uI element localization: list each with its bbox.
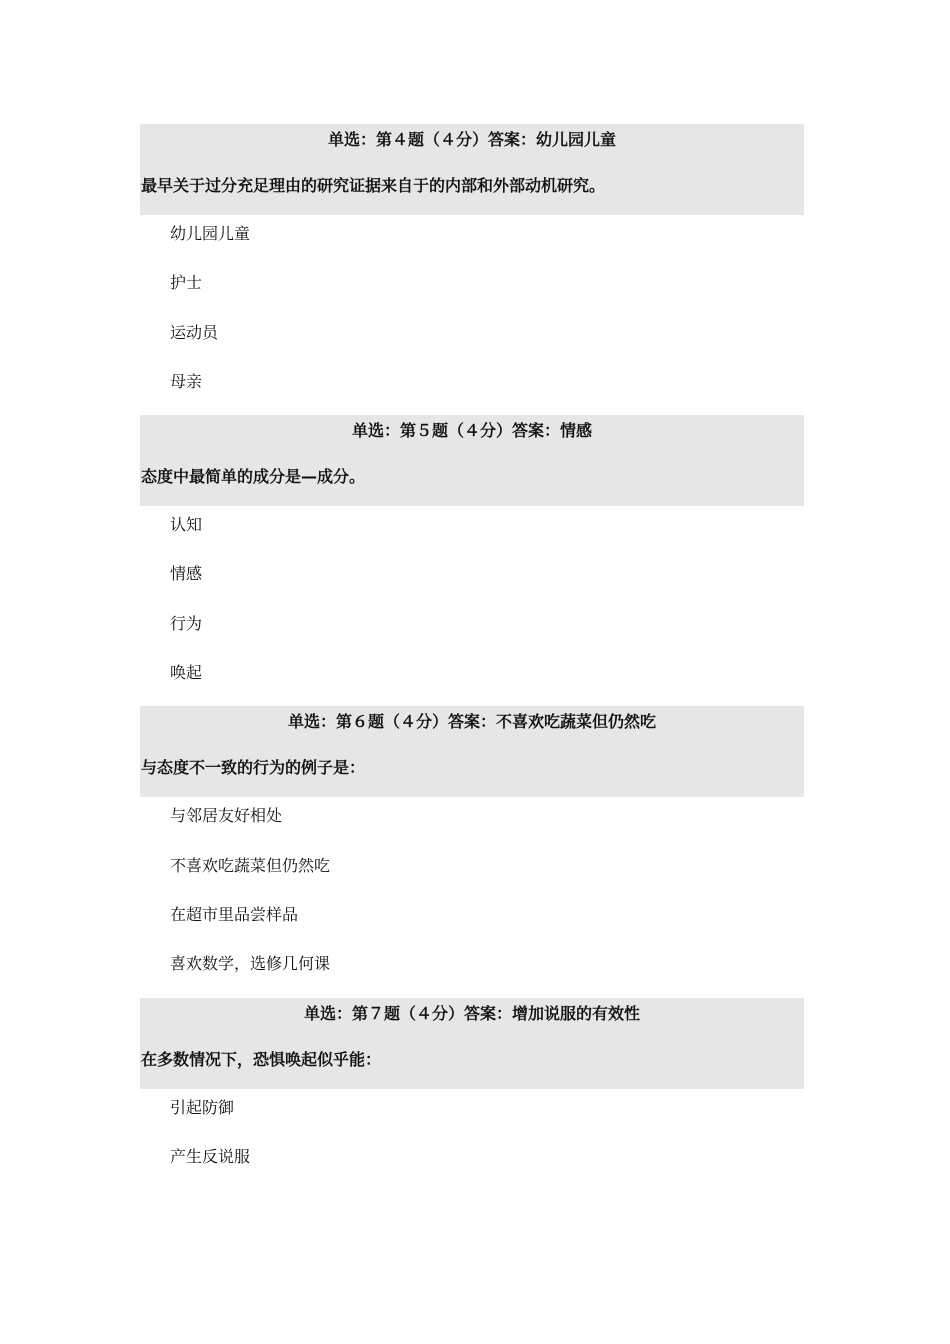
question-header <box>140 124 804 215</box>
option-label[interactable]: 认知 <box>170 515 203 535</box>
option-item[interactable] <box>140 1138 804 1187</box>
option-list <box>140 797 804 994</box>
option-label[interactable]: 情感 <box>170 564 203 584</box>
question-block-5 <box>140 415 804 703</box>
option-item[interactable] <box>140 654 804 703</box>
option-label[interactable]: 与邻居友好相处 <box>170 806 283 826</box>
option-label[interactable]: 不喜欢吃蔬菜但仍然吃 <box>170 855 331 875</box>
option-item[interactable] <box>140 847 804 896</box>
option-item[interactable] <box>140 945 804 994</box>
option-item[interactable] <box>140 797 804 846</box>
option-label[interactable]: 护士 <box>170 273 203 293</box>
option-list <box>140 506 804 703</box>
option-list <box>140 1089 804 1188</box>
question-title: 单选：第４题（４分）答案：幼儿园儿童 <box>327 130 616 149</box>
option-label[interactable]: 喜欢数学，选修几何课 <box>170 954 331 974</box>
option-label[interactable]: 引起防御 <box>170 1097 235 1117</box>
question-text: 在多数情况下，恐惧唤起似乎能： <box>141 1049 382 1069</box>
option-item[interactable] <box>140 363 804 412</box>
document-page <box>140 124 804 1187</box>
option-item[interactable] <box>140 555 804 604</box>
option-item[interactable] <box>140 605 804 654</box>
option-item[interactable] <box>140 1089 804 1138</box>
option-label[interactable]: 母亲 <box>170 371 203 391</box>
question-text: 态度中最简单的成分是—成分。 <box>141 467 366 487</box>
question-text: 最早关于过分充足理由的研究证据来自于的内部和外部动机研究。 <box>141 176 606 195</box>
question-title: 单选：第６题（４分）答案：不喜欢吃蔬菜但仍然吃 <box>287 712 656 732</box>
question-block-6 <box>140 706 804 994</box>
option-item[interactable] <box>140 314 804 363</box>
question-header <box>140 998 804 1089</box>
option-label[interactable]: 行为 <box>170 613 203 633</box>
question-block-4 <box>140 124 804 412</box>
option-item[interactable] <box>140 896 804 945</box>
option-item[interactable] <box>140 215 804 264</box>
option-list <box>140 215 804 412</box>
question-block-7 <box>140 998 804 1188</box>
option-label[interactable]: 运动员 <box>170 322 219 342</box>
option-label[interactable]: 产生反说服 <box>170 1146 251 1166</box>
question-header <box>140 706 804 797</box>
option-item[interactable] <box>140 506 804 555</box>
option-label[interactable]: 唤起 <box>170 663 203 683</box>
option-label[interactable]: 幼儿园儿童 <box>170 224 251 243</box>
question-title: 单选：第５题（４分）答案：情感 <box>351 421 592 441</box>
option-item[interactable] <box>140 264 804 313</box>
question-text: 与态度不一致的行为的例子是： <box>141 758 366 778</box>
question-header <box>140 415 804 506</box>
option-label[interactable]: 在超市里品尝样品 <box>170 904 299 924</box>
question-title: 单选：第７题（４分）答案：增加说服的有效性 <box>303 1003 640 1023</box>
